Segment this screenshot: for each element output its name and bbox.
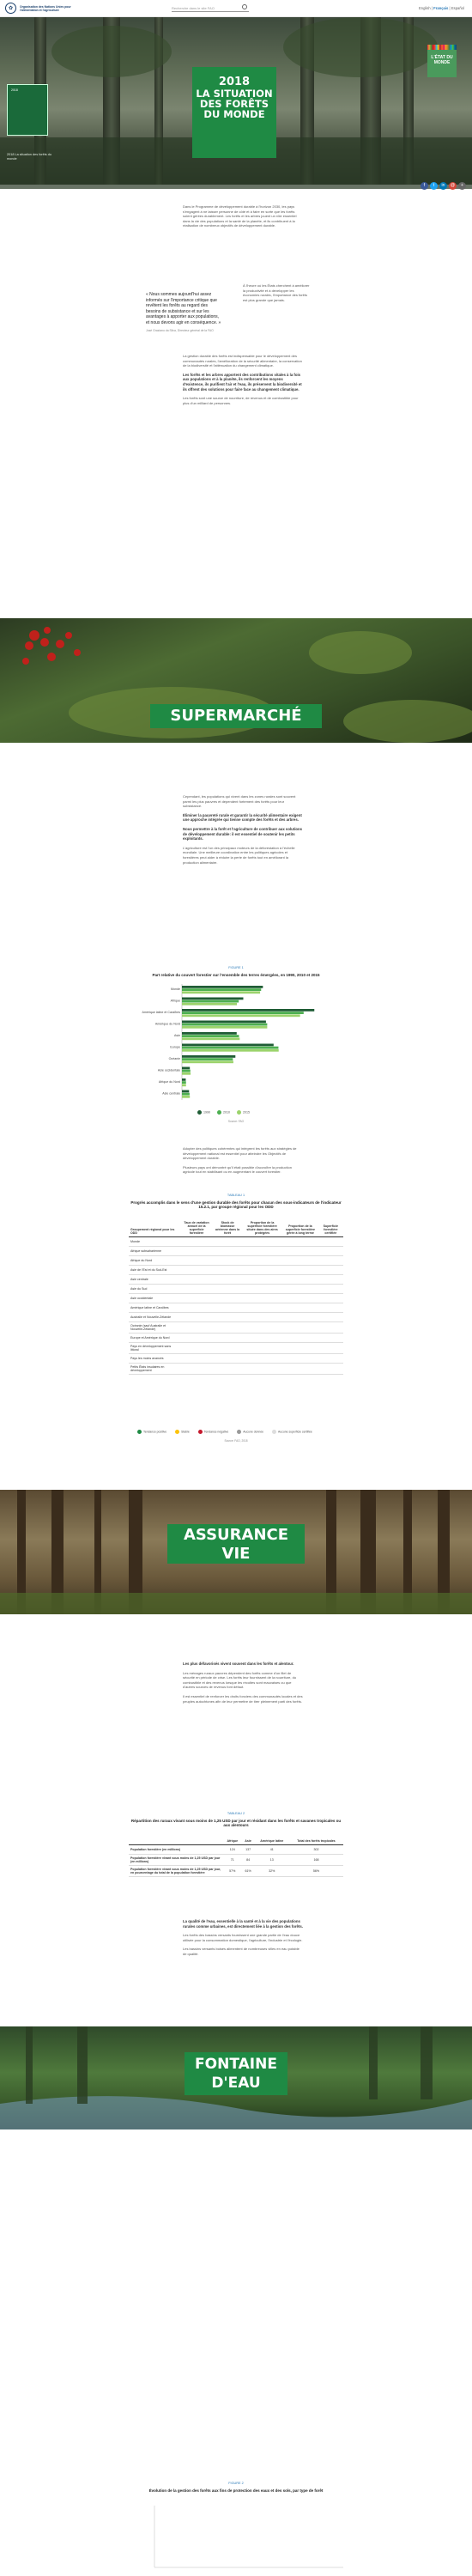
search-input[interactable]: Recherche dans le site FAO <box>172 4 249 12</box>
lang-english[interactable]: English <box>419 6 431 10</box>
quote-text: « Nous sommes aujourd'hui assez informés sur l'importance critique que revêtent les forêts au regard des besoins de subsistance et sur les avantages à apporter aux populations, et nous devons agir en conséquence. » <box>146 292 221 325</box>
row-label: Océanie (sauf Australie et Nouvelle-Zélande) <box>129 1322 180 1334</box>
row-label: Petits États insulaires en développement <box>129 1364 180 1375</box>
status-dot <box>213 1334 242 1343</box>
bar-1990 <box>182 1091 189 1093</box>
status-dot <box>242 1266 282 1275</box>
status-dot <box>180 1237 213 1247</box>
title-line-1: LA SITUATION <box>196 88 273 100</box>
email-icon[interactable]: @ <box>450 183 456 188</box>
section-label-assurance-vie: ASSURANCE VIE <box>167 1524 305 1564</box>
table-cell: 32% <box>255 1866 289 1877</box>
table-row <box>129 1303 343 1313</box>
table-header-row <box>129 1219 343 1237</box>
body-paragraph: Les ménages ruraux pauvres dépendent des forêts comme d'un filet de sécurité en période de crise. Les forêts leur fournissent de la nourriture, du combustible et des revenus lorsque les récoltes sont mauvaises ou que d'autres sources de revenus font défaut. <box>183 1670 297 1690</box>
lang-french[interactable]: Français <box>433 6 449 10</box>
fontaine-intro-text <box>183 1919 303 1961</box>
table-row <box>129 1354 343 1364</box>
bar-2010 <box>182 988 261 991</box>
bar-2010 <box>182 1035 239 1037</box>
table-cell: 41 <box>255 1845 289 1855</box>
foliage <box>51 26 172 77</box>
table-cell: 57% <box>223 1866 242 1877</box>
legend-item-2010: 2010 <box>217 1110 230 1115</box>
status-dot <box>242 1354 282 1364</box>
status-dot <box>282 1275 318 1285</box>
status-dot <box>242 1313 282 1322</box>
table-2-label[interactable]: TABLEAU 2 <box>227 1812 245 1815</box>
org-name: Organisation des Nations Unies pour l'alimentation et l'agriculture <box>20 4 71 12</box>
table-cell: 124 <box>223 1845 242 1855</box>
figure-1-title: Part relative du couvert forestier sur l'ensemble des terres émergées, en 1990, 2010 et 2015 <box>152 973 320 977</box>
bar-2010 <box>182 1024 267 1026</box>
status-dot <box>282 1313 318 1322</box>
title-line-2: DES FORÊTS <box>199 98 269 110</box>
status-dot <box>180 1275 213 1285</box>
table-cell: 13 <box>255 1855 289 1866</box>
body-paragraph: Cependant, les populations qui vivent dans les zones rurales sont souvent parmi les plus pauvres et dépendent fortement des forêts pour leur subsistance. <box>183 794 296 809</box>
bar-1990 <box>182 998 243 1000</box>
table-cell: 71 <box>223 1855 242 1866</box>
status-dot <box>282 1364 318 1375</box>
status-dot <box>213 1247 242 1256</box>
bar-1990 <box>182 1009 314 1012</box>
status-dot <box>213 1313 242 1322</box>
body-paragraph: Il est essentiel de renforcer les droits fonciers des communautés locales et des peuples autochtones afin de leur permettre de tirer pleinement parti des forêts. <box>183 1693 303 1704</box>
table-row <box>129 1266 343 1275</box>
table-2-title: Répartition des ruraux vivant sous moins de 1,25 USD par jour et résidant dans les forêts et savanes tropicales ou aux alentours <box>130 1819 342 1827</box>
table-cell: 168 <box>289 1855 343 1866</box>
table-header-row <box>129 1838 343 1845</box>
figure-1-label[interactable]: FIGURE 1 <box>228 966 244 969</box>
status-dot <box>242 1303 282 1313</box>
status-dot <box>242 1334 282 1343</box>
status-dot <box>242 1247 282 1256</box>
table-1-title: Progrès accomplis dans le sens d'une gestion durable des forêts pour chacun des sous-indicateurs de l'indicateur 15.2.1, par groupe régional pour les ODD <box>130 1200 342 1209</box>
status-dot <box>318 1294 343 1303</box>
figure-2-label[interactable]: FIGURE 2 <box>228 2482 244 2485</box>
bar-2015 <box>182 1003 237 1005</box>
status-dot <box>213 1294 242 1303</box>
language-switcher: English | Français | Español <box>419 6 464 10</box>
state-of-world-badge[interactable]: L'ÉTAT DU MONDE <box>427 50 457 77</box>
status-dot <box>180 1334 213 1343</box>
pull-quote <box>146 292 223 334</box>
table-row <box>129 1322 343 1334</box>
twitter-icon[interactable]: t <box>430 182 438 190</box>
status-dot <box>242 1294 282 1303</box>
intro-paragraph: La gestion durable des forêts est indispensable pour le développement des communautés rurales, l'amélioration de la sécurité alimentaire, la conservation de la biodiversité et l'atténuation du changement climatique. <box>183 354 302 368</box>
category-label: Afrique <box>170 999 180 1003</box>
column-header: Asie <box>242 1838 255 1845</box>
bar-2010 <box>182 1058 233 1060</box>
status-dot <box>180 1294 213 1303</box>
category-label: Asie occidentale <box>157 1068 180 1072</box>
table-1-legend <box>137 1430 312 1434</box>
category-label: Océanie <box>168 1057 180 1060</box>
forest-poverty-table <box>129 1838 343 1877</box>
table-row <box>129 1313 343 1322</box>
column-header: Proportion de la superficie forestière située dans des aires protégées <box>242 1219 282 1237</box>
fontaine-eau-banner <box>0 2026 472 2129</box>
bar-1990 <box>182 986 263 988</box>
table-row <box>129 1237 343 1247</box>
body-lede: Les plus défavorisés vivent souvent dans les forêts et alentour. <box>183 1662 294 1666</box>
status-dot <box>318 1343 343 1354</box>
status-dot <box>213 1303 242 1313</box>
status-dot <box>242 1237 282 1247</box>
row-label: Europe et Amérique du Nord <box>129 1334 180 1343</box>
legend-item: Tendance négative <box>198 1430 228 1434</box>
status-dot <box>318 1334 343 1343</box>
bar-2010 <box>182 1000 239 1003</box>
figure-2-chart-area <box>129 2506 343 2571</box>
bar-2015 <box>182 1096 190 1098</box>
status-dot <box>318 1266 343 1275</box>
facebook-icon[interactable]: f <box>421 182 428 190</box>
bar-2010 <box>182 1047 278 1049</box>
status-dot <box>213 1237 242 1247</box>
bar-1990 <box>182 1067 190 1070</box>
status-dot <box>282 1247 318 1256</box>
column-header: Stock de biomasse aérienne dans la forêt <box>213 1219 242 1237</box>
bar-1990 <box>182 1078 185 1081</box>
category-label: Amérique latine et Caraïbes <box>142 1011 180 1014</box>
status-dot <box>318 1322 343 1334</box>
status-dot <box>180 1313 213 1322</box>
bar-chart-svg <box>129 981 343 1105</box>
status-dot <box>242 1285 282 1294</box>
table-cell: 84 <box>242 1855 255 1866</box>
report-cover-thumbnail[interactable] <box>7 84 48 136</box>
chart-legend <box>197 1110 250 1115</box>
bar-1990 <box>182 1044 274 1047</box>
status-dot <box>282 1256 318 1266</box>
foliage <box>283 17 438 77</box>
status-dot <box>318 1364 343 1375</box>
body-paragraph: Adopter des politiques cohérentes qui intègrent les forêts aux stratégies de développement national est essentiel pour atteindre les Objectifs de développement durable. <box>183 1146 297 1161</box>
column-header: Total des forêts tropicales <box>289 1838 343 1845</box>
status-dot <box>282 1294 318 1303</box>
figure-2-title: Évolution de la gestion des forêts aux fins de protection des eaux et des sols, par type de forêt <box>148 2488 324 2493</box>
status-dot <box>242 1322 282 1334</box>
category-label: Asie <box>174 1034 180 1037</box>
figure-2-axes <box>129 2506 343 2571</box>
table-row <box>129 1364 343 1375</box>
title-line-3: DU MONDE <box>203 108 265 120</box>
bar-2015 <box>182 991 260 993</box>
column-header: Proportion de la superficie forestière gérée à long terme <box>282 1219 318 1237</box>
assurance-vie-banner <box>0 1490 472 1614</box>
column-header: Amérique latine <box>255 1838 289 1845</box>
bar-2015 <box>182 1026 267 1029</box>
status-dot <box>213 1364 242 1375</box>
bar-2010 <box>182 1081 186 1084</box>
status-dot <box>318 1275 343 1285</box>
status-dot <box>242 1343 282 1354</box>
status-dot <box>180 1354 213 1364</box>
report-title-block <box>192 67 276 158</box>
body-lede: La qualité de l'eau, essentielle à la santé et à la vie des populations rurales comme urbaines, est directement liée à la gestion des forêts. <box>183 1919 303 1929</box>
status-dot <box>318 1237 343 1247</box>
bar-2010 <box>182 1093 190 1096</box>
intro-section <box>183 204 303 233</box>
body-paragraph: Les bassins versants boisés alimentent de nombreuses villes en eau potable de qualité. <box>183 1947 300 1956</box>
intro-paragraph: Les forêts sont une source de nourriture, de revenus et de combustible pour plus d'un milliard de personnes. <box>183 396 299 405</box>
category-label: Europe <box>170 1045 180 1049</box>
intro-side-col <box>243 283 312 307</box>
bar-2015 <box>182 1060 233 1063</box>
status-dot <box>318 1285 343 1294</box>
bar-1990 <box>182 1021 266 1024</box>
category-label: Asie centrale <box>162 1091 180 1096</box>
table-row <box>129 1256 343 1266</box>
row-label: Australie et Nouvelle-Zélande <box>129 1313 180 1322</box>
supermarche-banner <box>0 618 472 743</box>
row-label: Afrique du Nord <box>129 1256 180 1266</box>
status-dot <box>282 1322 318 1334</box>
status-dot <box>282 1237 318 1247</box>
table-1-source: Source: FAO, 2018 <box>224 1439 248 1443</box>
status-dot <box>282 1285 318 1294</box>
body-lede: Éliminer la pauvreté rurale et garantir la sécurité alimentaire exigent une approche intégrée qui tienne compte des forêts et des arbres. <box>183 812 302 823</box>
legend-item: Aucune donnée <box>237 1430 263 1434</box>
table-cell: 56% <box>289 1866 343 1877</box>
column-header: Taux de variation annuel de la superficie forestière <box>180 1219 213 1237</box>
linkedin-icon[interactable]: in <box>439 182 447 190</box>
column-header: Afrique <box>223 1838 242 1845</box>
category-label: Monde <box>171 987 180 991</box>
column-header: Groupement régional pour les ODD <box>129 1219 180 1237</box>
row-label: Population forestière (en millions) <box>129 1845 223 1855</box>
category-label: Amérique du Nord <box>154 1022 180 1026</box>
intro-paragraph: Dans le Programme de développement durable à l'horizon 2030, les pays s'engagent à ne laisser personne de côté et à faire en sorte que les forêts soient gérées durablement. Les forêts et les arbres jouent un rôle essentiel dans la vie des populations et la santé de la planète, et ils contribuent à la réalisation de nombreux objectifs de développement durable. <box>183 204 297 228</box>
table-cell: 137 <box>242 1845 255 1855</box>
bar-2015 <box>182 1037 239 1040</box>
row-label: Amérique latine et Caraïbes <box>129 1303 180 1313</box>
status-dot <box>242 1364 282 1375</box>
quote-source: José Graziano da Silva, Directeur général de la FAO <box>146 329 214 332</box>
top-bar <box>0 0 472 17</box>
status-dot <box>242 1275 282 1285</box>
report-year: 2018 <box>218 76 251 88</box>
intro-paragraph: À l'heure où les États cherchent à améliorer la productivité et à développer les économies rurales, l'importance des forêts est plus grande que jamais. <box>243 283 310 302</box>
supermarche-text <box>183 794 303 869</box>
status-dot <box>180 1266 213 1275</box>
status-dot <box>180 1364 213 1375</box>
status-dot <box>213 1343 242 1354</box>
share-icon[interactable]: + <box>458 182 466 190</box>
column-header: Superficie forestière certifiée <box>318 1219 343 1237</box>
assurance-text <box>183 1662 303 1708</box>
status-dot <box>180 1285 213 1294</box>
status-dot <box>242 1256 282 1266</box>
status-dot <box>213 1354 242 1364</box>
bar-1990 <box>182 1055 235 1058</box>
section-label-fontaine-eau: FONTAINE D'EAU <box>185 2052 287 2095</box>
hero-banner <box>0 17 472 188</box>
status-dot <box>213 1322 242 1334</box>
table-cell: 302 <box>289 1845 343 1855</box>
row-label: Monde <box>129 1237 180 1247</box>
table-row <box>129 1294 343 1303</box>
middle-text <box>183 1146 303 1179</box>
status-dot <box>180 1256 213 1266</box>
table-1-label[interactable]: TABLEAU 1 <box>227 1194 245 1197</box>
figure-1-source: Source: FAO <box>227 1120 245 1123</box>
status-dot <box>282 1303 318 1313</box>
status-dot <box>213 1256 242 1266</box>
intro-lede: Les forêts et les arbres apportent des contributions vitales à la fois aux populations et à la planète, ils renforcent les moyens d'existence, ils purifient l'air et l'eau, ils préservent la biodiversité et ils offrent des solutions pour faire face au changement climatique. <box>183 372 302 392</box>
fao-logo-icon: ✿ <box>5 3 16 14</box>
row-label: Pays en développement sans littoral <box>129 1343 180 1354</box>
table-row <box>129 1845 343 1855</box>
forest-cover-chart <box>129 981 343 1105</box>
row-label: Asie centrale <box>129 1275 180 1285</box>
body-paragraph: L'agriculture est l'un des principaux moteurs de la déforestation à l'échelle mondiale. Une meilleure coordination entre les politiques agricoles et forestières peut aider à réduire la perte de forêts tout en améliorant la production alimentaire. <box>183 845 295 865</box>
section-label-supermarche: SUPERMARCHÉ <box>150 704 322 728</box>
status-dot <box>213 1266 242 1275</box>
bar-2015 <box>182 1049 279 1052</box>
status-dot <box>213 1275 242 1285</box>
row-label: Asie occidentale <box>129 1294 180 1303</box>
table-row <box>129 1334 343 1343</box>
legend-item: Tendance positive <box>137 1430 166 1434</box>
status-dot <box>282 1266 318 1275</box>
legend-item: Stable <box>175 1430 190 1434</box>
bar-2010 <box>182 1012 304 1014</box>
status-dot <box>282 1354 318 1364</box>
status-dot <box>318 1256 343 1266</box>
sdg-progress-table <box>129 1219 343 1375</box>
cover-caption[interactable]: 2018 La situation des forêts du monde <box>7 153 51 161</box>
body-lede: Nous permettre à la forêt et l'agriculture de contribuer aux solutions de développement durable: il est essentiel de soutenir les petits exploitants. <box>183 826 303 841</box>
lang-spanish[interactable]: Español <box>451 6 464 10</box>
row-label: Asie du Sud <box>129 1285 180 1294</box>
status-dot <box>318 1354 343 1364</box>
table-row <box>129 1343 343 1354</box>
row-label: Asie de l'Est et du Sud-Est <box>129 1266 180 1275</box>
status-dot <box>180 1303 213 1313</box>
table-row <box>129 1275 343 1285</box>
legend-item: Aucune superficie certifiée <box>272 1430 312 1434</box>
table-row <box>129 1866 343 1877</box>
fao-logo-link[interactable] <box>5 3 80 14</box>
legend-item-1990: 1990 <box>197 1110 210 1115</box>
bar-2015 <box>182 1084 186 1086</box>
bar-2015 <box>182 1014 300 1017</box>
category-label: Afrique du Nord <box>158 1080 180 1084</box>
status-dot <box>318 1247 343 1256</box>
row-label: Population forestière vivant sous moins de 1,25 USD par jour, en pourcentage du total de la population forestière <box>129 1866 223 1877</box>
status-dot <box>180 1247 213 1256</box>
body-paragraph: Plusieurs pays ont démontré qu'il était possible d'accroître la production agricole tout en stabilisant ou en augmentant le couvert forestier. <box>183 1164 292 1175</box>
table-row <box>129 1247 343 1256</box>
status-dot <box>318 1313 343 1322</box>
status-dot <box>282 1334 318 1343</box>
legend-item-2015: 2015 <box>237 1110 250 1115</box>
bar-1990 <box>182 1032 237 1035</box>
bar-2010 <box>182 1070 191 1072</box>
row-label: Afrique subsaharienne <box>129 1247 180 1256</box>
table-cell: 61% <box>242 1866 255 1877</box>
cover-mini-title: 2018 <box>11 88 18 92</box>
status-dot <box>282 1343 318 1354</box>
table-row <box>129 1285 343 1294</box>
table-row <box>129 1855 343 1866</box>
body-paragraph: Les forêts des bassins versants fournissent une grande partie de l'eau douce utilisée pour la consommation domestique, l'agriculture, l'industrie et l'écologie. <box>183 1933 303 1942</box>
search-icon[interactable] <box>242 4 247 9</box>
status-dot <box>180 1322 213 1334</box>
intro-lower <box>183 354 303 410</box>
status-dot <box>213 1285 242 1294</box>
row-label: Pays les moins avancés <box>129 1354 180 1364</box>
status-dot <box>180 1343 213 1354</box>
status-dot <box>318 1303 343 1313</box>
row-label: Population forestière vivant sous moins de 1,25 USD par jour (en millions) <box>129 1855 223 1866</box>
column-header <box>129 1838 223 1845</box>
bar-2015 <box>182 1072 191 1075</box>
